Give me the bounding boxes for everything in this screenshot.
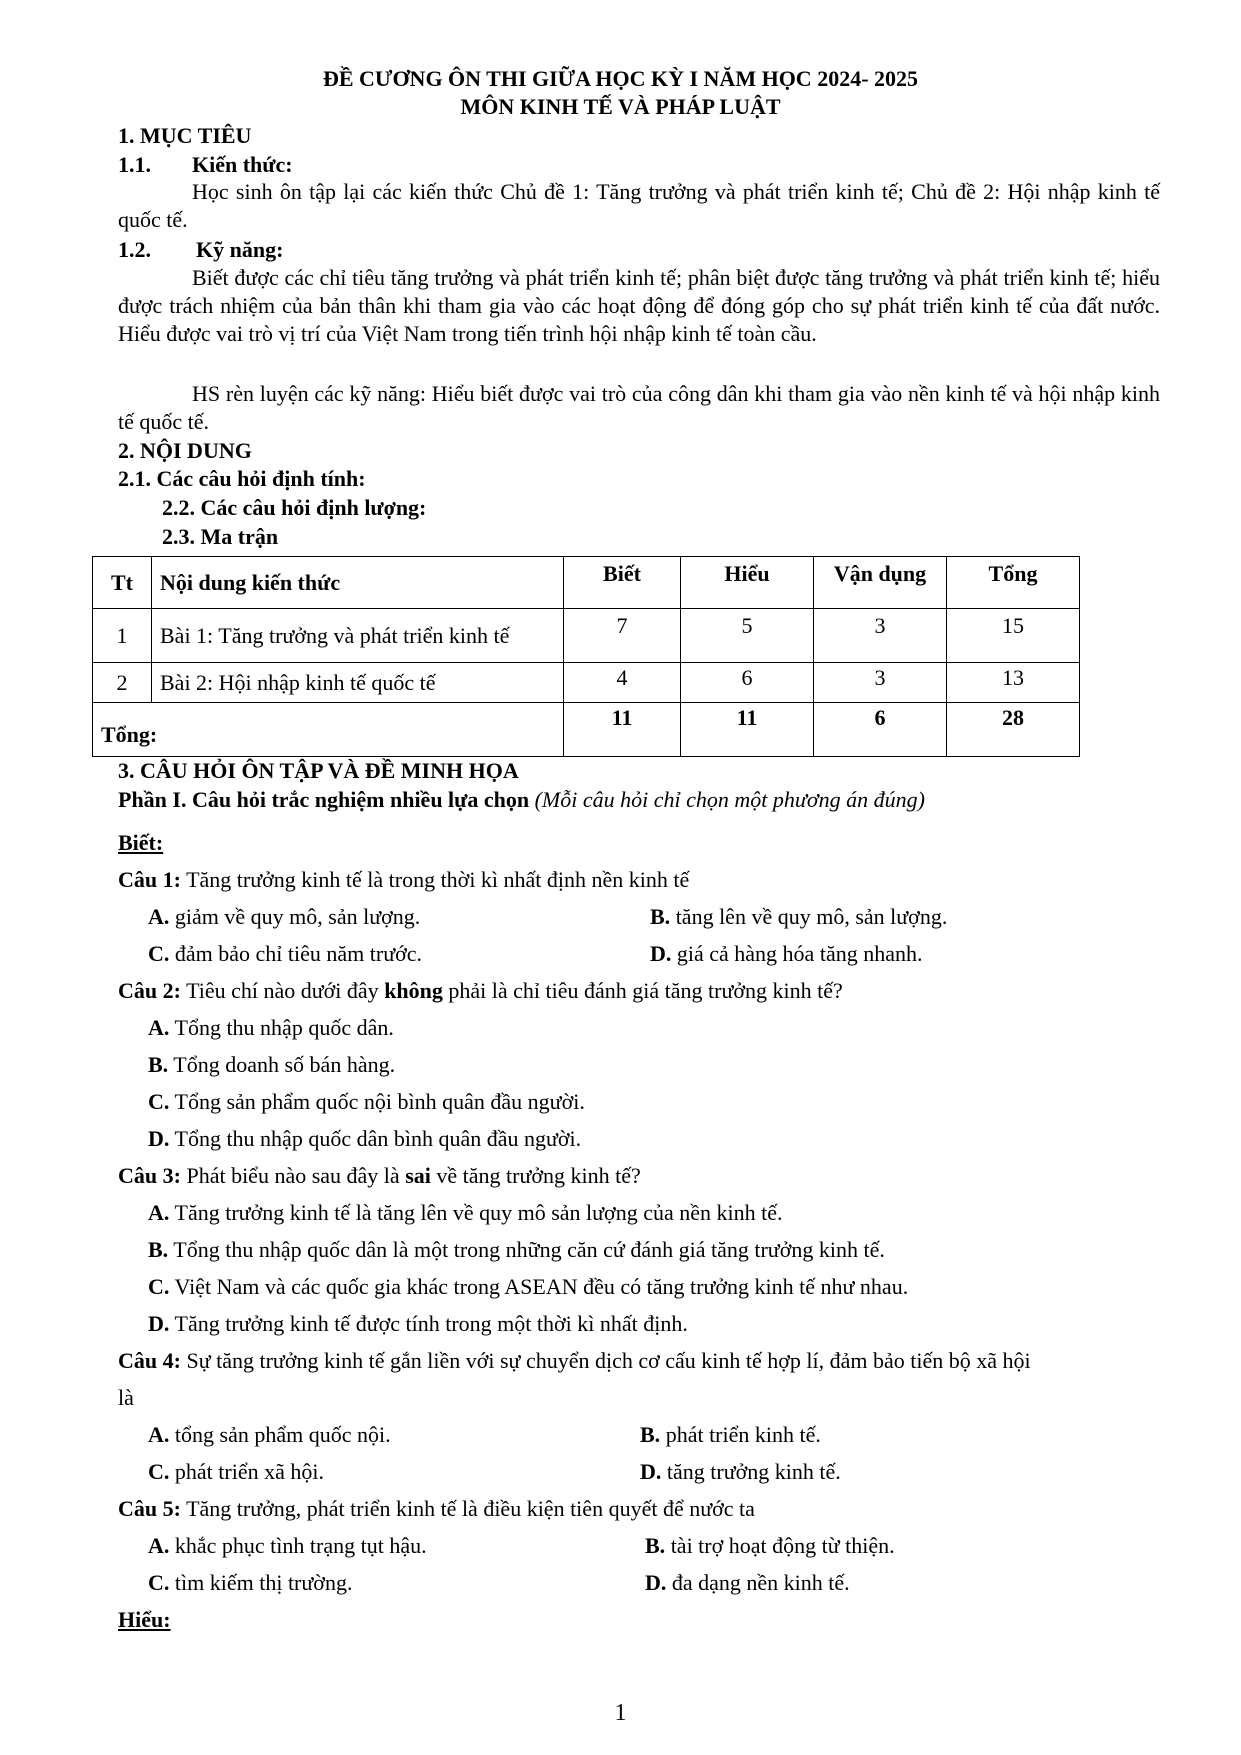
question-4-option-b: B. phát triển kinh tế.: [640, 1422, 821, 1447]
question-emphasis: không: [384, 978, 443, 1003]
matrix-total-biet: 11: [564, 703, 681, 757]
question-label: Câu 2:: [118, 978, 181, 1003]
question-label: Câu 4:: [118, 1348, 181, 1373]
question-label: Câu 3:: [118, 1163, 181, 1188]
question-3-option-c: C. Việt Nam và các quốc gia khác trong ASEAN đều có tăng trưởng kinh tế như nhau.: [148, 1274, 909, 1299]
level-biet-heading: Biết:: [118, 830, 164, 855]
section-2-heading: 2. NỘI DUNG: [118, 438, 252, 463]
part-1-title: Phần I. Câu hỏi trắc nghiệm nhiều lựa chọn: [118, 787, 530, 812]
section-1-2-text-1: Biết được các chỉ tiêu tăng trưởng và phát triển kinh tế; phân biệt được tăng trưởng và phát triển kinh tế; hiểu được trách nhiệm của bản thân khi tham gia vào các hoạt động để đóng góp cho sự phát triển kinh tế của đất nước. Hiểu được vai trò vị trí của Việt Nam trong tiến trình hội nhập kinh tế toàn cầu.: [118, 265, 1160, 346]
matrix-cell-tt: 1: [93, 609, 152, 663]
question-text: Sự tăng trưởng kinh tế gắn liền với sự chuyển dịch cơ cấu kinh tế hợp lí, đảm bảo tiến bộ xã hội: [186, 1348, 1031, 1373]
matrix-header-content: Nội dung kiến thức: [152, 557, 564, 609]
section-1-1-label: Kiến thức:: [192, 152, 293, 177]
question-5-option-c: C. tìm kiếm thị trường.: [148, 1570, 353, 1595]
matrix-cell-content: Bài 1: Tăng trưởng và phát triển kinh tế: [152, 609, 564, 663]
page-number: 1: [614, 1700, 627, 1726]
matrix-table: [92, 556, 1080, 757]
question-2-option-c: C. Tổng sản phẩm quốc nội bình quân đầu người.: [148, 1089, 585, 1114]
matrix-cell-hieu: 5: [681, 609, 814, 663]
document-title-line1: ĐỀ CƯƠNG ÔN THI GIỮA HỌC KỲ I NĂM HỌC 2024- 2025: [322, 66, 919, 91]
question-1-option-b: B. tăng lên về quy mô, sản lượng.: [650, 904, 948, 929]
question-5-option-d: D. đa dạng nền kinh tế.: [645, 1570, 850, 1595]
question-1-option-d: D. giá cả hàng hóa tăng nhanh.: [650, 941, 923, 966]
matrix-total-tong: 28: [947, 703, 1080, 757]
question-2: [118, 978, 843, 1004]
matrix-cell-vandung: 3: [814, 609, 947, 663]
matrix-total-hieu: 11: [681, 703, 814, 757]
question-text: Phát biểu nào sau đây là: [186, 1163, 406, 1188]
matrix-cell-vandung: 3: [814, 663, 947, 703]
section-1-1-number: 1.1.: [118, 152, 151, 177]
question-text: Tăng trưởng kinh tế là trong thời kì nhất định nền kinh tế: [186, 867, 690, 892]
question-text-end: phải là chỉ tiêu đánh giá tăng trưởng kinh tế?: [442, 978, 843, 1003]
matrix-header-vandung: Vận dụng: [814, 557, 947, 609]
question-label: Câu 1:: [118, 867, 181, 892]
matrix-row: [93, 663, 1080, 703]
question-5-option-b: B. tài trợ hoạt động từ thiện.: [645, 1533, 895, 1558]
document-title-line2: MÔN KINH TẾ VÀ PHÁP LUẬT: [460, 94, 781, 119]
question-4: [118, 1348, 1031, 1374]
matrix-header-tong: Tổng: [947, 557, 1080, 609]
section-2-2-heading: 2.2. Các câu hỏi định lượng:: [162, 495, 427, 520]
question-text: Tăng trưởng, phát triển kinh tế là điều kiện tiên quyết để nước ta: [186, 1496, 755, 1521]
section-1-heading: 1. MỤC TIÊU: [118, 123, 252, 148]
question-3: [118, 1163, 641, 1189]
section-1-1-text: Học sinh ôn tập lại các kiến thức Chủ đề 1: Tăng trưởng và phát triển kinh tế; Chủ đề 2: Hội nhập kinh tế quốc tế.: [118, 179, 1160, 232]
question-5: [118, 1496, 755, 1522]
question-4-option-d: D. tăng trưởng kinh tế.: [640, 1459, 841, 1484]
section-1-2-label: Kỹ năng:: [196, 237, 284, 262]
matrix-total-row: [93, 703, 1080, 757]
matrix-header-biet: Biết: [564, 557, 681, 609]
matrix-cell-hieu: 6: [681, 663, 814, 703]
question-4-option-c: C. phát triển xã hội.: [148, 1459, 324, 1484]
level-hieu-heading: Hiểu:: [118, 1607, 171, 1632]
matrix-cell-tt: 2: [93, 663, 152, 703]
question-1-option-c: C. đảm bảo chỉ tiêu năm trước.: [148, 941, 423, 966]
section-1-2-text-2: HS rèn luyện các kỹ năng: Hiểu biết được vai trò của công dân khi tham gia vào nền kinh tế và hội nhập kinh tế quốc tế.: [118, 381, 1160, 434]
question-2-option-a: A. Tổng thu nhập quốc dân.: [148, 1015, 394, 1040]
question-4-continuation: là: [118, 1385, 134, 1410]
section-2-1-heading: 2.1. Các câu hỏi định tính:: [118, 466, 366, 491]
question-2-option-b: B. Tổng doanh số bán hàng.: [148, 1052, 396, 1077]
question-emphasis: sai: [405, 1163, 431, 1188]
question-5-option-a: A. khắc phục tình trạng tụt hậu.: [148, 1533, 427, 1558]
question-text: Tiêu chí nào dưới đây: [186, 978, 385, 1003]
section-3-heading: 3. CÂU HỎI ÔN TẬP VÀ ĐỀ MINH HỌA: [118, 758, 519, 783]
section-1-2-number: 1.2.: [118, 237, 151, 262]
part-1-heading: [118, 787, 925, 813]
matrix-cell-tong: 15: [947, 609, 1080, 663]
section-2-3-heading: 2.3. Ma trận: [162, 524, 279, 549]
question-3-option-d: D. Tăng trưởng kinh tế được tính trong một thời kì nhất định.: [148, 1311, 688, 1336]
matrix-cell-biet: 4: [564, 663, 681, 703]
matrix-cell-biet: 7: [564, 609, 681, 663]
matrix-header-hieu: Hiểu: [681, 557, 814, 609]
question-text-end: về tăng trưởng kinh tế?: [430, 1163, 641, 1188]
matrix-row: [93, 609, 1080, 663]
question-3-option-b: B. Tổng thu nhập quốc dân là một trong những căn cứ đánh giá tăng trưởng kinh tế.: [148, 1237, 885, 1262]
question-3-option-a: A. Tăng trưởng kinh tế là tăng lên về quy mô sản lượng của nền kinh tế.: [148, 1200, 783, 1225]
question-1-option-a: A. giảm về quy mô, sản lượng.: [148, 904, 421, 929]
question-1: [118, 867, 689, 893]
matrix-header-row: [93, 557, 1080, 609]
matrix-total-label: Tổng:: [93, 703, 564, 757]
matrix-header-tt: Tt: [93, 557, 152, 609]
matrix-cell-tong: 13: [947, 663, 1080, 703]
question-label: Câu 5:: [118, 1496, 181, 1521]
part-1-instruction: (Mỗi câu hỏi chỉ chọn một phương án đúng): [534, 787, 925, 812]
matrix-cell-content: Bài 2: Hội nhập kinh tế quốc tế: [152, 663, 564, 703]
question-4-option-a: A. tổng sản phẩm quốc nội.: [148, 1422, 391, 1447]
question-2-option-d: D. Tổng thu nhập quốc dân bình quân đầu người.: [148, 1126, 582, 1151]
matrix-total-vandung: 6: [814, 703, 947, 757]
